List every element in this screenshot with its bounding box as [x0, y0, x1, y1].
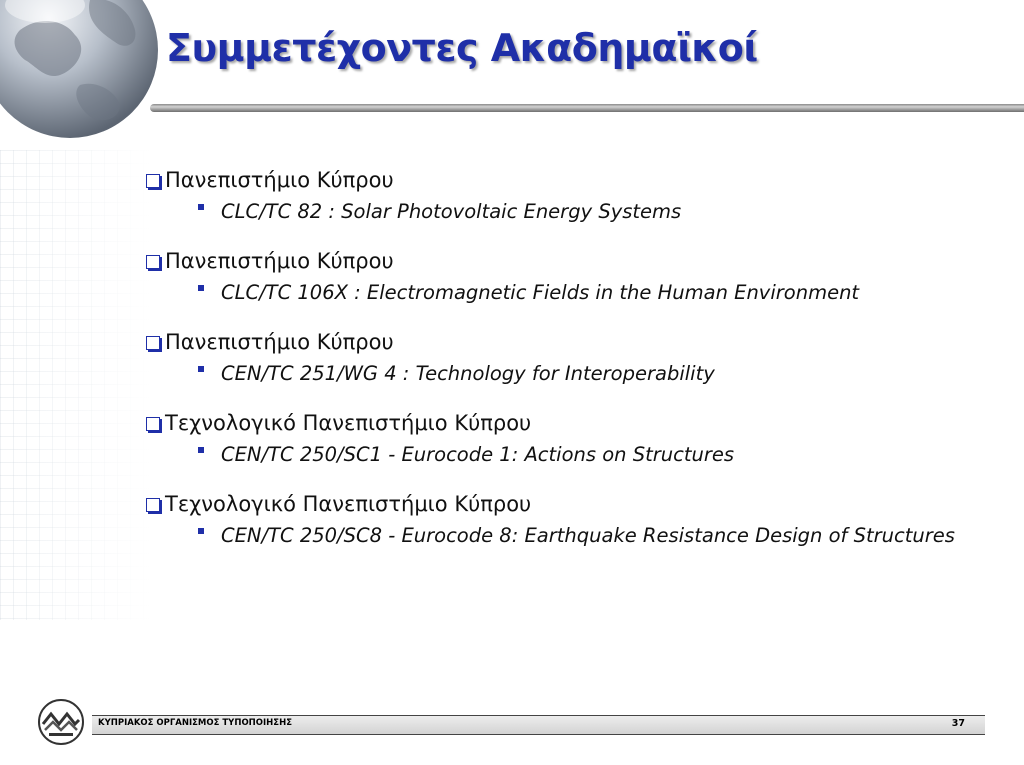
committee-name: CLC/TC 106X : Electromagnetic Fields in the Human Environment: [221, 281, 860, 304]
institution-row: [146, 245, 1006, 277]
committee-row: [146, 520, 1006, 552]
committee-name: CLC/TC 82 : Solar Photovoltaic Energy Systems: [221, 200, 682, 223]
committee-row: [146, 358, 1006, 390]
list-item: [146, 407, 1006, 471]
slide-title: Συμμετέχοντες Ακαδημαϊκοί: [166, 26, 758, 70]
filled-square-bullet-icon: [198, 447, 204, 453]
institution-name: Πανεπιστήμιο Κύπρου: [165, 249, 394, 273]
filled-square-bullet-icon: [198, 204, 204, 210]
globe-icon: [0, 0, 160, 140]
institution-row: [146, 488, 1006, 520]
hollow-square-bullet-icon: [146, 174, 160, 188]
footer-organization: ΚΥΠΡΙΑΚΟΣ ΟΡΓΑΝΙΣΜΟΣ ΤΥΠΟΠΟΙΗΣΗΣ: [98, 718, 293, 728]
list-item: [146, 488, 1006, 552]
title-rule: [150, 104, 1024, 112]
footer-bar: [92, 715, 985, 735]
hollow-square-bullet-icon: [146, 255, 160, 269]
background-grid: [0, 150, 150, 620]
committee-name: CEN/TC 250/SC8 - Eurocode 8: Earthquake Resistance Design of Structures: [221, 524, 955, 547]
filled-square-bullet-icon: [198, 285, 204, 291]
hollow-square-bullet-icon: [146, 417, 160, 431]
list-item: [146, 164, 1006, 228]
list-item: [146, 326, 1006, 390]
list-item: [146, 245, 1006, 309]
committee-row: [146, 439, 1006, 471]
hollow-square-bullet-icon: [146, 498, 160, 512]
hollow-square-bullet-icon: [146, 336, 160, 350]
committee-row: [146, 196, 1006, 228]
logo-icon: [37, 698, 85, 746]
institution-name: Πανεπιστήμιο Κύπρου: [165, 168, 394, 192]
committee-name: CEN/TC 251/WG 4 : Technology for Interoperability: [221, 362, 715, 385]
institution-name: Πανεπιστήμιο Κύπρου: [165, 330, 394, 354]
institution-name: Τεχνολογικό Πανεπιστήμιο Κύπρου: [165, 411, 532, 435]
committee-name: CEN/TC 250/SC1 - Eurocode 1: Actions on Structures: [221, 443, 735, 466]
page-number: 37: [951, 718, 965, 729]
filled-square-bullet-icon: [198, 528, 204, 534]
participants-list: [146, 164, 1006, 569]
institution-row: [146, 407, 1006, 439]
filled-square-bullet-icon: [198, 366, 204, 372]
institution-row: [146, 326, 1006, 358]
committee-row: [146, 277, 1006, 309]
institution-name: Τεχνολογικό Πανεπιστήμιο Κύπρου: [165, 492, 532, 516]
institution-row: [146, 164, 1006, 196]
